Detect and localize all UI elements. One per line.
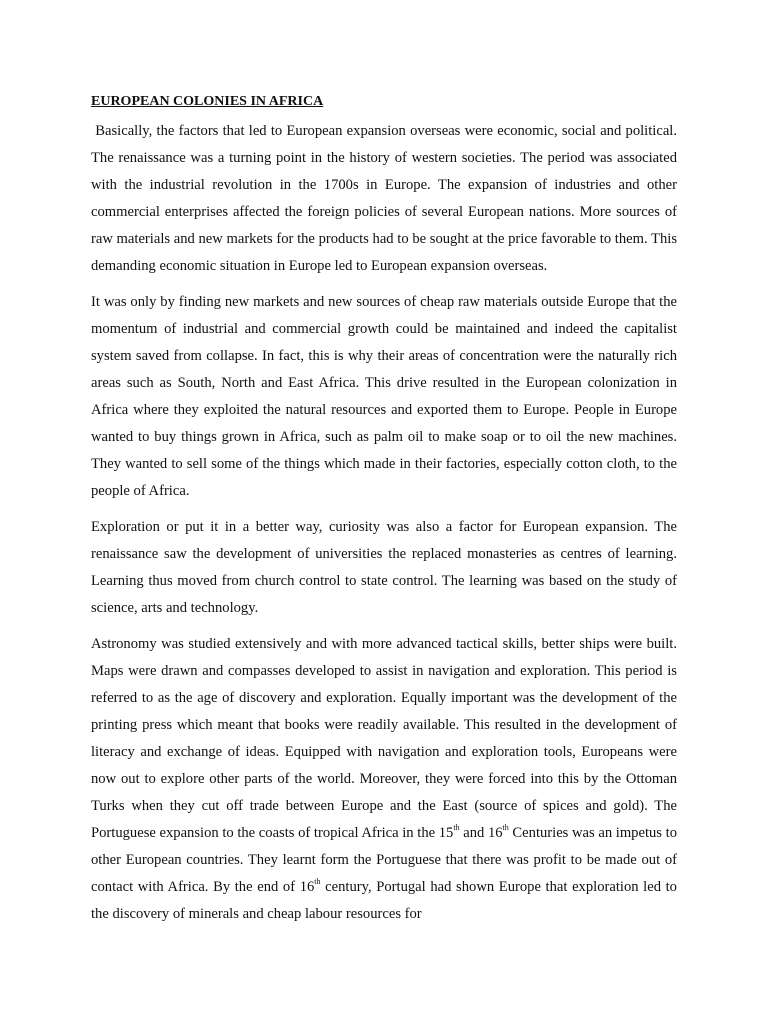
- paragraph-4-text-b: and 16: [459, 825, 503, 841]
- superscript-th-3: th: [314, 877, 321, 887]
- document-body: [91, 92, 681, 937]
- paragraph-4-text-a: Astronomy was studied extensively and with more advanced tactical skills, better ships were built. Maps were drawn and compasses developed to assist in navigation and exploration. This period is referred to as the age of discovery and exploration. Equally important was the development of the printing press which meant that books were readily available. This resulted in the development of literacy and exchange of ideas. Equipped with navigation and exploration tools, Europeans were now out to explore other parts of the world. Moreover, they were forced into this by the Ottoman Turks when they cut off trade between Europe and the East (source of spices and gold). The Portuguese expansion to the coasts of tropical Africa in the 15: [91, 636, 677, 841]
- paragraph-4: [91, 631, 677, 928]
- paragraph-2: It was only by finding new markets and new sources of cheap raw materials outside Europe that the momentum of industrial and commercial growth could be maintained and indeed the capitalist system saved from collapse. In fact, this is why their areas of concentration were the naturally rich areas such as South, North and East Africa. This drive resulted in the European colonization in Africa where they exploited the natural resources and exported them to Europe. People in Europe wanted to buy things grown in Africa, such as palm oil to make soap or to oil the new machines. They wanted to sell some of the things which made in their factories, especially cotton cloth, to the people of Africa.: [91, 294, 677, 499]
- document-title: EUROPEAN COLONIES IN AFRICA: [91, 94, 324, 109]
- paragraph-4-text-d: century, Portugal had shown Europe that exploration led to the discovery of minerals and cheap labour resources for: [91, 879, 677, 922]
- paragraph-3: Exploration or put it in a better way, curiosity was also a factor for European expansion. The renaissance saw the development of universities the replaced monasteries as centres of learning. Learning thus moved from church control to state control. The learning was based on the study of science, arts and technology.: [91, 519, 677, 616]
- paragraph-4-text-c: Centuries was an impetus to other European countries. They learnt form the Portuguese that there was profit to be made out of contact with Africa. By the end of 16: [91, 825, 677, 895]
- superscript-th-1: th: [453, 823, 460, 833]
- paragraph-1: Basically, the factors that led to European expansion overseas were economic, social and political. The renaissance was a turning point in the history of western societies. The period was associated with the industrial revolution in the 1700s in Europe. The expansion of industries and other commercial enterprises affected the foreign policies of several European nations. More sources of raw materials and new markets for the products had to be sought at the price favorable to them. This demanding economic situation in Europe led to European expansion overseas.: [91, 123, 681, 274]
- superscript-th-2: th: [502, 823, 509, 833]
